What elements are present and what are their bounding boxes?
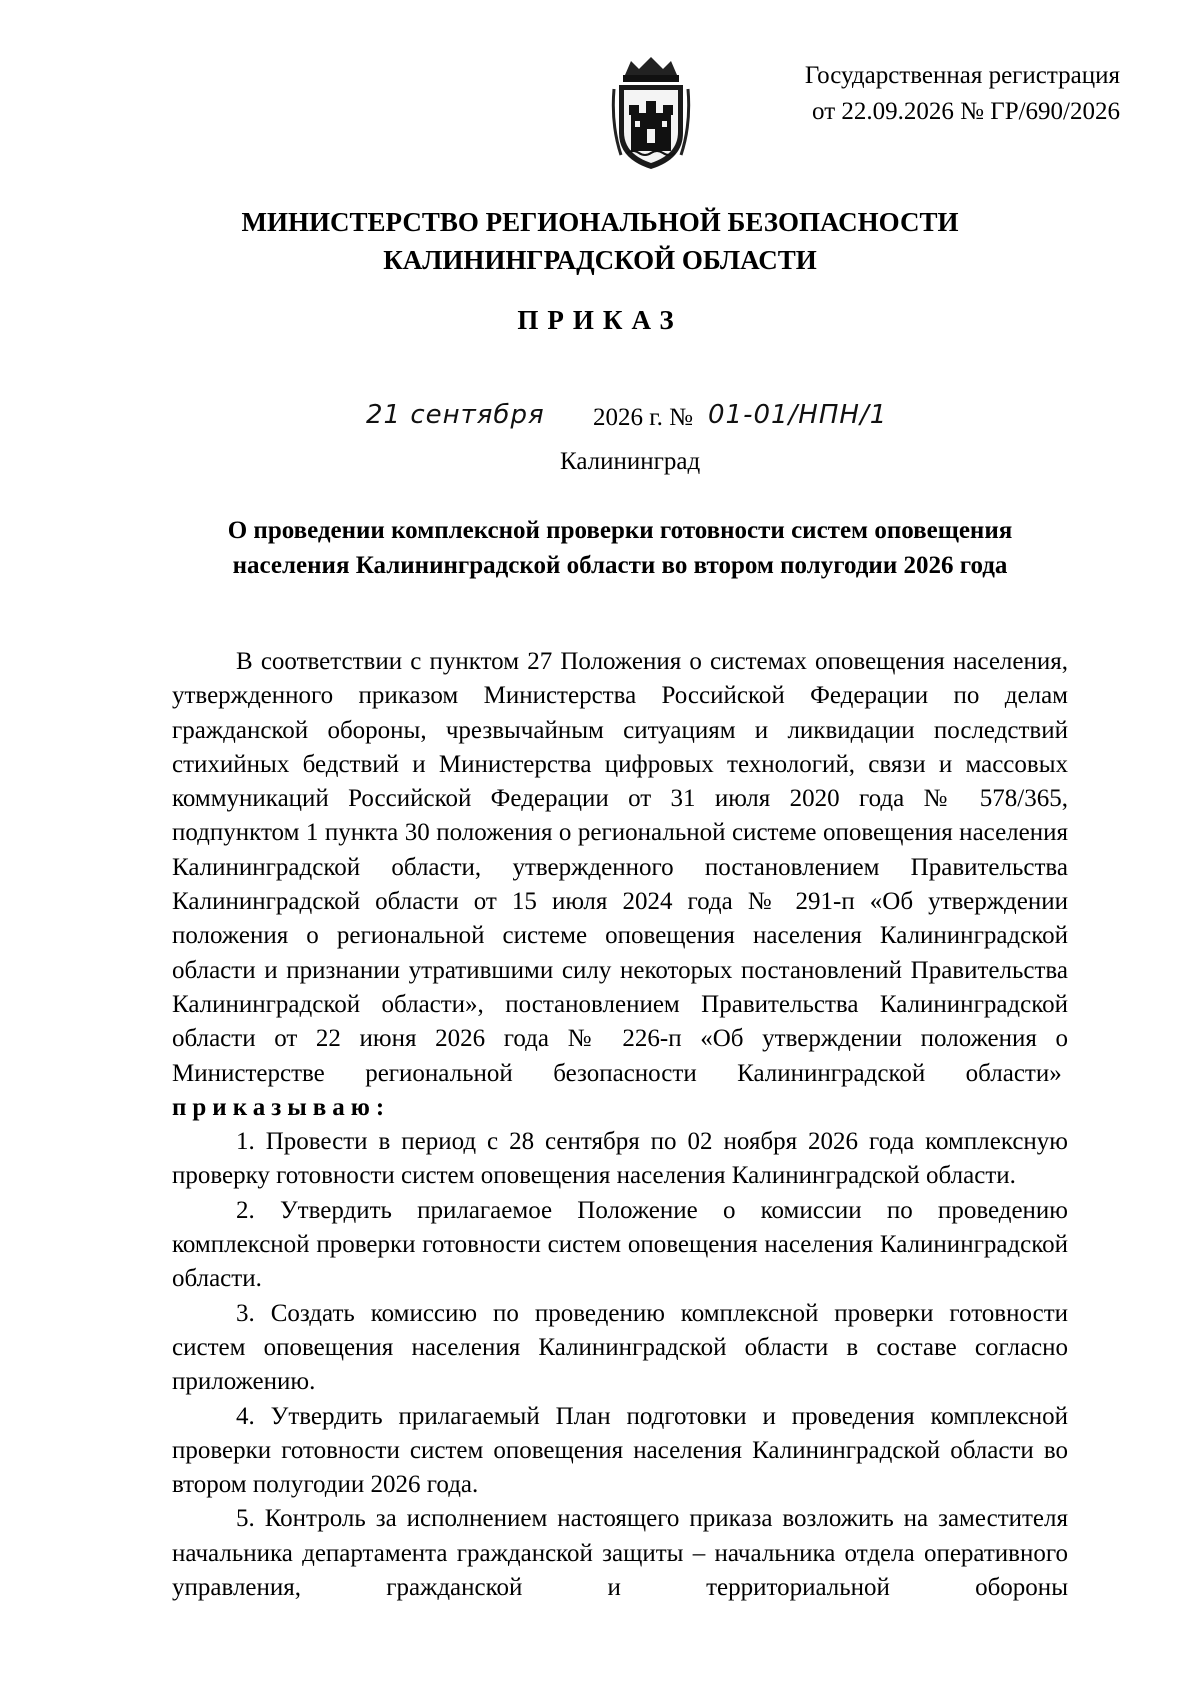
preamble-paragraph	[172, 645, 1068, 1125]
handwritten-order-number: 01-01/НПН/1	[708, 400, 888, 430]
registration-line-2: от 22.09.2026 № ГР/690/2026	[812, 98, 1120, 125]
ministry-heading-line-1: МИНИСТЕРСТВО РЕГИОНАЛЬНОЙ БЕЗОПАСНОСТИ	[241, 207, 959, 237]
preamble-text: В соответствии с пунктом 27 Положения о системах оповещения населения, утвержденного приказом Министерства Российской Федерации по делам гражданской обороны, чрезвычайным ситуациям и ликвидации последствий стихийных бедствий и Министерства цифровых технологий, связи и массовых коммуникаций Российской Федерации от 31 июля 2020 года № 578/365, подпунктом 1 пункта 30 положения о региональной системе оповещения населения Калининградской области, утвержденного постановлением Правительства Калининградской области от 15 июля 2024 года № 291-п «Об утверждении положения о региональной системе оповещения населения Калининградской области и признании утратившими силу некоторых постановлений Правительства Калининградской области», постановлением Правительства Калининградской области от 22 июня 2026 года № 226-п «Об утверждении положения о Министерстве региональной безопасности Калининградской области»	[172, 648, 1068, 1087]
coat-of-arms-emblem	[611, 55, 691, 173]
order-item-3: 3. Создать комиссию по проведению комплексной проверки готовности систем оповещения населения Калининградской области в составе согласно приложению.	[172, 1299, 1068, 1396]
order-subject-line-2: населения Калининградской области во втором полугодии 2026 года	[232, 552, 1008, 579]
ministry-heading	[200, 203, 1000, 279]
order-subject	[170, 513, 1070, 583]
order-year-number-label: 2026 г. №	[593, 404, 694, 431]
order-item-1: 1. Провести в период с 28 сентября по 02 ноября 2026 года комплексную проверку готовности систем оповещения населения Калининградской области.	[172, 1128, 1068, 1190]
handwritten-date: 21 сентября	[366, 400, 545, 430]
order-body	[172, 645, 1068, 1605]
order-date-number-line	[360, 400, 960, 444]
coat-of-arms-icon	[611, 55, 691, 173]
order-item-4: 4. Утвердить прилагаемый План подготовки и проведения комплексной проверки готовности систем оповещения населения Калининградской области во втором полугодии 2026 года.	[172, 1402, 1068, 1499]
order-word: приказываю:	[172, 1093, 391, 1121]
ministry-heading-line-2: КАЛИНИНГРАДСКОЙ ОБЛАСТИ	[383, 245, 817, 275]
order-city: Калининград	[560, 448, 701, 475]
order-item-2: 2. Утвердить прилагаемое Положение о комиссии по проведению комплексной проверки готовности систем оповещения населения Калининградской области.	[172, 1196, 1068, 1293]
order-item-5: 5. Контроль за исполнением настоящего приказа возложить на заместителя начальника департамента гражданской защиты – начальника отдела оперативного управления, гражданской и территориальной обороны	[172, 1505, 1068, 1602]
order-subject-line-1: О проведении комплексной проверки готовности систем оповещения	[227, 517, 1013, 544]
registration-line-1: Государственная регистрация	[804, 62, 1120, 89]
order-title: ПРИКАЗ	[517, 305, 683, 335]
state-registration-stamp	[700, 58, 1120, 130]
